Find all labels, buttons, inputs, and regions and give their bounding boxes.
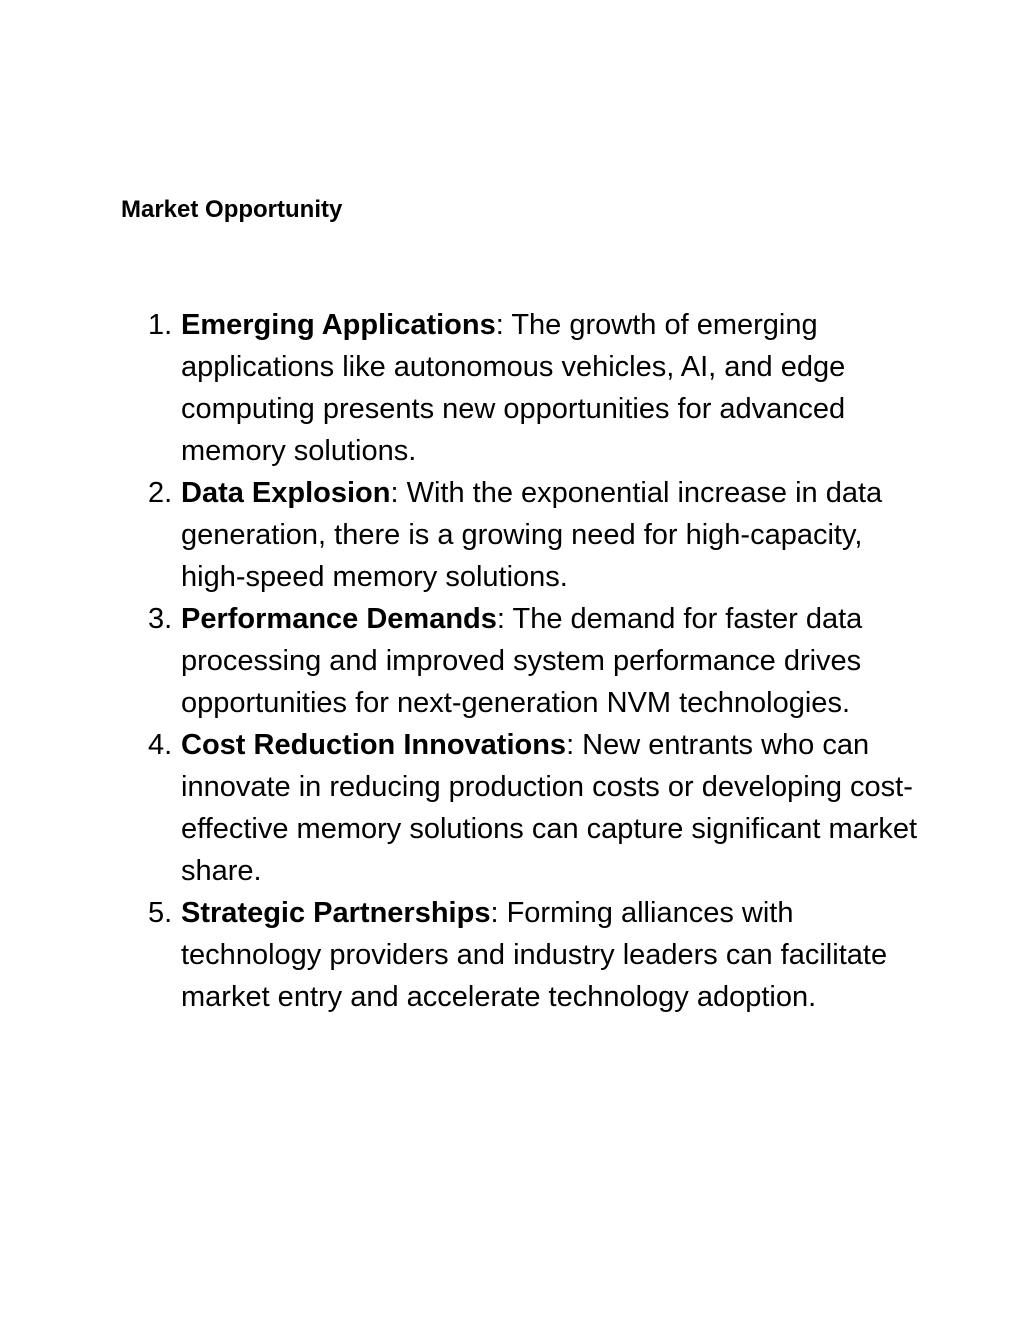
item-term: Performance Demands <box>181 603 497 635</box>
item-term: Emerging Applications <box>181 309 496 341</box>
item-term: Data Explosion <box>181 477 391 509</box>
list-number: 2. <box>148 477 173 509</box>
list-item <box>121 472 921 598</box>
list-number: 5. <box>148 897 173 929</box>
list-item <box>121 304 921 472</box>
opportunity-list <box>121 304 921 1018</box>
list-number: 4. <box>148 729 173 761</box>
item-description: : With the exponential increase in data generation, there is a growing need for high-capacity, high-speed memory solutions. <box>181 477 883 593</box>
item-description: : Forming alliances with technology providers and industry leaders can facilitate market entry and accelerate technology adoption. <box>181 897 888 1013</box>
section-heading: Market Opportunity <box>121 196 343 223</box>
item-term: Strategic Partnerships <box>181 897 491 929</box>
list-item <box>121 724 921 892</box>
item-description: : The demand for faster data processing and improved system performance drives opportunities for next-generation NVM technologies. <box>181 603 863 719</box>
item-description: : The growth of emerging applications like autonomous vehicles, AI, and edge computing presents new opportunities for advanced memory solutions. <box>181 309 846 467</box>
item-term: Cost Reduction Innovations <box>181 729 567 761</box>
list-item <box>121 598 921 724</box>
list-number: 1. <box>148 309 173 341</box>
item-description: : New entrants who can innovate in reducing production costs or developing cost-effective memory solutions can capture significant market share. <box>181 729 918 887</box>
list-number: 3. <box>148 603 173 635</box>
list-item <box>121 892 921 1018</box>
